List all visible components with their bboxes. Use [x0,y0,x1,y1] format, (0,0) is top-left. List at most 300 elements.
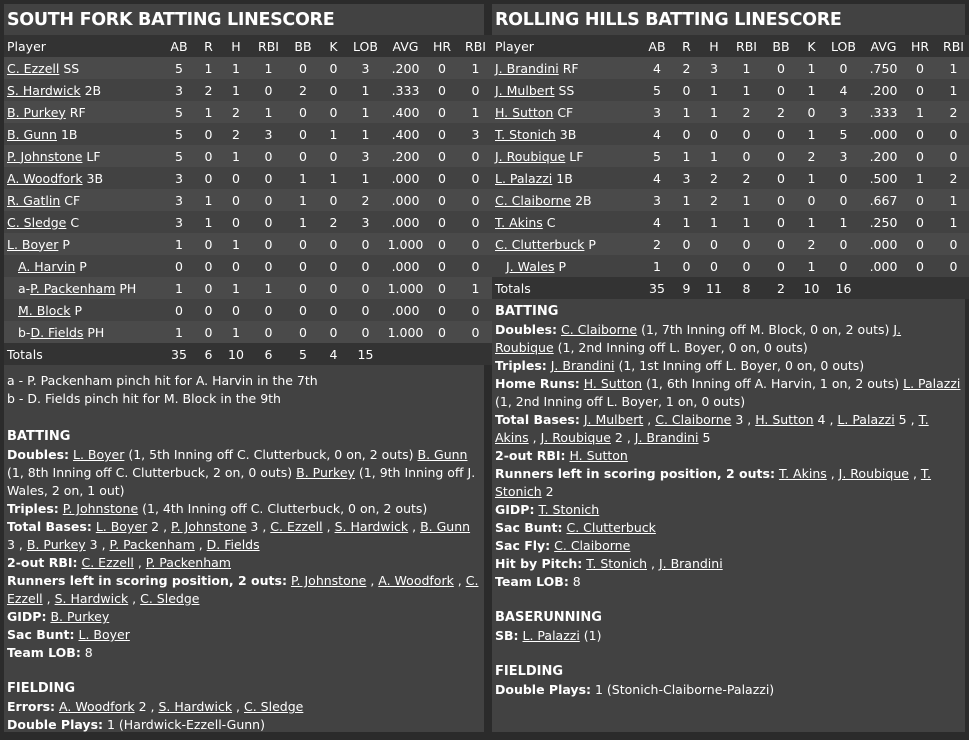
stat-cell: 1 [471,104,480,120]
player-link[interactable]: P. Johnstone [62,501,139,516]
table-row [4,255,494,277]
stat-cell: 2 [807,236,816,252]
stat-cell: 0 [916,236,924,252]
player-link[interactable]: J. Wales [506,258,555,274]
stat-cell: .000 [869,236,898,252]
player-link[interactable]: P. Packenham [30,280,116,296]
stat-line: SB: L. Palazzi (1) [495,628,602,643]
stat-line: Team LOB: 8 [495,574,581,589]
player-link[interactable]: C. Claiborne [561,322,638,337]
stat-cell: 2 [742,104,751,120]
player-cell [4,321,162,343]
stat-cell: 1 [807,82,816,98]
stat-cell: 0 [807,192,816,208]
stat-cell: 0 [438,170,446,186]
stat-cell: 0 [329,82,338,98]
stat-cell: 0 [471,236,480,252]
player-link[interactable]: B. Purkey [26,537,86,552]
stat-cell: .000 [391,214,420,230]
stat-cell: 0 [299,148,307,164]
stat-line: Double Plays: 1 (Hardwick-Ezzell-Gunn) [7,717,265,732]
stat-cell: 0 [299,236,307,252]
player-cell [4,145,162,167]
stat-cell: 0 [710,126,718,142]
player-link[interactable]: C. Claiborne [655,412,732,427]
stat-cell: 1 [682,214,691,230]
stat-cell: 0 [232,214,240,230]
stat-cell: 0 [329,192,338,208]
stat-cell: 3 [839,104,848,120]
player-link[interactable]: P. Packenham [109,537,195,552]
stat-cell: 0 [299,258,307,274]
stat-cell: 0 [682,82,691,98]
stat-cell: 1 [949,82,958,98]
player-position: P [70,302,83,318]
table-row [492,79,969,101]
stat-cell: 0 [204,170,213,186]
stat-label: Total Bases: [7,519,92,534]
sub-prefix: a- [18,280,31,296]
stat-cell: 0 [299,60,307,76]
stat-cell: 1 [742,192,751,208]
table-row [4,189,494,211]
player-link[interactable]: T. Stonich [586,556,648,571]
stat-cell: 2 [232,126,240,142]
stats-section [4,680,484,734]
player-link[interactable]: C. Claiborne [495,192,572,208]
player-link[interactable]: B. Purkey [7,104,66,120]
player-link[interactable]: H. Sutton [569,448,628,463]
player-link[interactable]: T. Stonich [495,126,556,142]
player-link[interactable]: P. Johnstone [7,148,83,164]
player-link[interactable]: S. Hardwick [334,519,409,534]
stat-cell: 0 [232,192,240,208]
stat-cell: 0 [264,258,273,274]
player-position: SS [554,82,575,98]
player-link[interactable]: A. Woodfork [378,573,454,588]
player-link[interactable]: L. Palazzi [837,412,895,427]
stat-label: Runners left in scoring position, 2 outs: [7,573,287,588]
column-header: RBI [258,38,279,54]
stat-cell: 1 [232,148,240,164]
table-row [492,145,969,167]
stat-cell: 0 [471,214,480,230]
stat-cell: 0 [438,148,446,164]
stat-cell: .200 [391,148,420,164]
column-header: AVG [392,38,419,54]
stat-cell: 0 [777,148,785,164]
player-link[interactable]: B. Gunn [7,126,57,142]
stat-cell: 0 [329,324,338,340]
player-link[interactable]: C. Claiborne [554,538,631,553]
player-link[interactable]: L. Palazzi [495,170,553,186]
stat-cell: 0 [299,302,307,318]
player-link[interactable]: S. Hardwick [158,699,233,714]
stat-cell: 1 [264,280,273,296]
player-cell [4,211,162,233]
stat-label: Sac Bunt: [495,520,563,535]
stat-cell: 0 [777,170,785,186]
stat-line: Runners left in scoring position, 2 outs: T. Akins , J. Roubique , T. Stonich 2 [495,466,932,499]
stat-cell: 1 [329,170,338,186]
column-header: R [682,38,691,54]
player-cell [492,123,640,145]
player-link[interactable]: A. Harvin [18,258,76,274]
stat-cell: 35 [171,346,187,362]
stat-cell: 35 [649,280,665,296]
stat-cell [862,277,905,299]
player-position: P [554,258,567,274]
player-link[interactable]: C. Sledge [140,591,200,606]
stat-cell: 0 [329,302,338,318]
column-header: HR [432,38,452,54]
stat-cell: 1 [682,192,691,208]
stat-cell: 0 [742,236,751,252]
player-link[interactable]: S. Hardwick [7,82,81,98]
stat-cell: 10 [228,346,244,362]
player-cell [492,167,640,189]
stat-cell: 6 [264,346,273,362]
stat-cell: 0 [807,104,816,120]
column-header: AB [648,38,666,54]
stat-cell: 0 [916,192,924,208]
stat-cell: 0 [264,148,273,164]
south-fork-panel [4,4,484,732]
player-position: RF [65,104,86,120]
stat-label: GIDP: [7,609,47,624]
player-link[interactable]: T. Akins [778,466,827,481]
stat-cell: 3 [175,192,183,208]
stat-cell: 2 [361,192,370,208]
player-link[interactable]: J. Brandini [550,358,615,373]
stat-cell: 5 [175,60,183,76]
player-link[interactable]: R. Gatlin [7,192,61,208]
stat-cell: 5 [839,126,848,142]
player-link[interactable]: C. Sledge [7,214,67,230]
player-link[interactable]: H. Sutton [495,104,554,120]
pinch-notes [4,365,484,408]
player-link[interactable]: J. Brandini [634,430,699,445]
player-link[interactable]: H. Sutton [583,376,643,391]
stat-line: Hit by Pitch: T. Stonich , J. Brandini [495,556,723,571]
table-row [4,167,494,189]
stat-cell: 1 [949,214,958,230]
stat-cell: 1 [710,148,718,164]
stat-line [495,537,962,555]
stat-cell: 0 [777,236,785,252]
stat-cell: 0 [299,280,307,296]
player-link[interactable]: P. Johnstone [290,573,367,588]
player-position: P [75,258,87,274]
stat-cell: 0 [361,236,370,252]
player-link[interactable]: T. Akins [495,412,929,445]
player-position: CF [553,104,574,120]
stat-cell: 1 [742,214,751,230]
column-header: RBI [943,38,964,54]
stat-cell: 0 [204,126,213,142]
stat-cell: 0 [264,192,273,208]
player-position: C [66,214,80,230]
stat-cell: 0 [361,302,370,318]
stat-cell: 0 [471,148,480,164]
player-cell [492,189,640,211]
player-link[interactable]: J. Mulbert [495,82,555,98]
player-link[interactable]: T. Akins [495,214,543,230]
player-link[interactable]: L. Boyer [78,627,130,642]
stat-label: Errors: [7,699,56,714]
player-link[interactable]: A. Woodfork [59,699,135,714]
stat-cell: .200 [869,82,898,98]
stat-label: Double Plays: [7,717,104,732]
stat-cell: 5 [653,148,661,164]
stat-cell [427,343,457,365]
header-row [492,35,969,57]
stat-cell: 0 [949,236,958,252]
stat-cell: 0 [329,104,338,120]
stat-cell: 0 [438,214,446,230]
stat-cell: .000 [391,170,420,186]
stat-cell: 3 [361,60,370,76]
stat-cell: 1 [682,148,691,164]
player-cell [4,79,162,101]
stat-cell: 0 [682,236,691,252]
stat-cell: 0 [839,258,848,274]
player-position: LF [82,148,101,164]
stat-cell: 0 [471,82,480,98]
stat-cell: 0 [204,302,213,318]
stat-cell: 0 [299,126,307,142]
stat-cell: 8 [742,280,751,296]
stat-cell: 0 [264,214,273,230]
stat-cell: 0 [175,302,183,318]
player-link[interactable]: P. Johnstone [171,519,247,534]
stat-line: Runners left in scoring position, 2 outs: P. Johnstone , A. Woodfork , C. Ezzell , S. Hardwick , C. Sledge [7,573,479,606]
stat-cell: 1 [807,60,816,76]
player-position: PH [83,324,105,340]
stat-cell: 5 [175,104,183,120]
stat-cell: 0 [777,82,785,98]
player-link[interactable]: B. Gunn [420,519,471,534]
column-header: Player [7,38,46,54]
section-heading: FIELDING [7,681,76,696]
stat-cell: 0 [471,302,480,318]
player-position: 1B [56,126,78,142]
table-row [4,321,494,343]
stat-cell: 0 [204,324,213,340]
panel-title: SOUTH FORK BATTING LINESCORE [7,10,335,30]
stat-cell: 2 [949,104,958,120]
header-row [4,35,494,57]
player-link[interactable]: M. Block [18,302,71,318]
stat-cell: 0 [329,236,338,252]
batting-table [492,35,969,299]
player-cell [492,57,640,79]
stat-cell: 0 [329,60,338,76]
player-link[interactable]: L. Palazzi [903,376,961,391]
stat-cell: 0 [916,82,924,98]
stat-cell: 5 [175,126,183,142]
column-header: K [807,38,816,54]
stat-cell: 0 [710,258,718,274]
stat-cell: 3 [175,82,183,98]
player-link[interactable]: J. Brandini [495,60,559,76]
player-link[interactable]: C. Clutterbuck [566,520,656,535]
player-cell [492,101,640,123]
stat-cell: 0 [949,148,958,164]
panel-title: ROLLING HILLS BATTING LINESCORE [495,10,842,30]
stat-cell: .000 [391,258,420,274]
column-header: LOB [831,38,856,54]
stat-cell: 1 [361,82,370,98]
stat-label: Doubles: [7,447,70,462]
stat-cell: .333 [391,82,420,98]
stat-cell: 0 [471,258,480,274]
stat-cell: 0 [682,126,691,142]
player-link[interactable]: T. Stonich [495,466,932,499]
player-position: 3B [555,126,577,142]
sub-prefix: b- [18,324,31,340]
note: a - P. Packenham pinch hit for A. Harvin in the 7th [7,373,318,388]
player-cell [492,255,640,277]
player-link[interactable]: D. Fields [206,537,260,552]
stat-cell: 3 [710,60,718,76]
player-link[interactable]: C. Ezzell [7,573,479,606]
player-link[interactable]: J. Roubique [540,430,611,445]
table-row [4,277,494,299]
table-row [492,255,969,277]
player-link[interactable]: H. Sutton [755,412,814,427]
player-link[interactable]: B. Purkey [296,465,355,480]
stat-line: Doubles: C. Claiborne (1, 7th Inning off M. Block, 0 on, 2 outs) J. Roubique (1, 2nd Inning off L. Boyer, 0 on, 0 outs) [495,322,902,355]
stat-cell: 1 [299,170,307,186]
player-link[interactable]: J. Roubique [495,322,902,355]
section-heading: BATTING [7,429,71,444]
player-cell [492,145,640,167]
stat-cell [905,277,935,299]
stat-cell: 1 [949,60,958,76]
stat-cell: 0 [949,126,958,142]
stat-cell: 0 [361,280,370,296]
stat-line: Total Bases: L. Boyer 2 , P. Johnstone 3 , C. Ezzell , S. Hardwick , B. Gunn 3 , B. Purkey 3 , P. Packenham , D. Fields [7,519,471,552]
stat-cell: 1 [839,214,848,230]
stat-cell: 4 [653,214,661,230]
player-link[interactable]: C. Sledge [244,699,304,714]
player-link[interactable]: J. Mulbert [583,412,644,427]
stat-cell: 0 [204,258,213,274]
player-link[interactable]: B. Gunn [417,447,468,462]
player-cell [492,233,640,255]
player-link[interactable]: P. Packenham [145,555,231,570]
stat-cell: 16 [835,280,852,296]
stat-label: Runners left in scoring position, 2 outs: [495,466,775,481]
stat-line: 2-out RBI: C. Ezzell , P. Packenham [7,555,231,570]
stat-cell: 0 [329,148,338,164]
stat-line: Home Runs: H. Sutton (1, 6th Inning off A. Harvin, 1 on, 2 outs) L. Palazzi (1, 2nd Inning off L. Boyer, 1 on, 0 outs) [495,376,961,409]
player-link[interactable]: J. Roubique [838,466,909,481]
player-link[interactable]: L. Palazzi [522,628,580,643]
stat-cell: 0 [949,258,958,274]
stat-cell: 2 [807,148,816,164]
player-link[interactable]: C. Ezzell [81,555,134,570]
stat-label: Sac Bunt: [7,627,75,642]
totals-label: Totals [495,280,531,296]
stat-cell: 2 [653,236,661,252]
stat-cell: 0 [264,82,273,98]
player-link[interactable]: L. Boyer [95,519,148,534]
stat-cell: 11 [706,280,722,296]
player-cell [4,101,162,123]
stat-label: Team LOB: [495,574,569,589]
stat-cell: 0 [232,258,240,274]
stat-cell: 1 [710,214,718,230]
stat-cell: 1.000 [387,236,424,252]
stat-cell: 0 [916,258,924,274]
stat-line: Team LOB: 8 [7,645,93,660]
stat-cell: 3 [839,148,848,164]
player-link[interactable]: J. Brandini [658,556,723,571]
stat-cell: 1 [653,258,661,274]
stat-cell: 0 [299,104,307,120]
player-position: SS [59,60,80,76]
player-link[interactable]: C. Ezzell [270,519,323,534]
stat-cell: 1.000 [387,280,424,296]
stat-cell: 0 [175,258,183,274]
stat-cell: 1 [471,60,480,76]
stat-cell: 1 [264,104,273,120]
player-link[interactable]: C. Ezzell [7,60,60,76]
player-link[interactable]: L. Boyer [7,236,59,252]
stat-cell: 6 [204,346,213,362]
stat-cell: 2 [299,82,307,98]
table-row [4,211,494,233]
stat-cell: .250 [869,214,898,230]
stat-cell: 2 [710,170,718,186]
stat-label: Hit by Pitch: [495,556,583,571]
stat-cell: 3 [175,214,183,230]
stat-cell: 2 [232,104,240,120]
table-row [4,123,494,145]
player-link[interactable]: C. Clutterbuck [495,236,585,252]
player-link[interactable]: T. Stonich [538,502,600,517]
stat-cell: 1 [710,104,718,120]
stat-cell: 4 [839,82,848,98]
stat-cell: 2 [682,60,691,76]
player-cell [4,233,162,255]
stat-cell: 1 [204,214,213,230]
stats-section [492,663,965,699]
stat-cell: 4 [653,170,661,186]
stat-label: Doubles: [495,322,558,337]
player-link[interactable]: S. Hardwick [54,591,129,606]
player-link[interactable]: D. Fields [30,324,84,340]
stat-cell: 1 [471,280,480,296]
stat-cell: 2 [742,170,751,186]
stat-cell: 1 [949,192,958,208]
table-row [4,299,494,321]
stat-cell: 0 [682,258,691,274]
column-header: Player [495,38,534,54]
rolling-hills-panel [492,4,965,732]
stat-cell: 0 [471,170,480,186]
player-link[interactable]: L. Boyer [73,447,125,462]
stat-cell: 0 [916,60,924,76]
stat-cell: .200 [869,148,898,164]
stat-cell: 1 [232,324,240,340]
player-link[interactable]: A. Woodfork [7,170,83,186]
player-link[interactable]: J. Roubique [495,148,566,164]
player-link[interactable]: B. Purkey [50,609,110,624]
stat-label: 2-out RBI: [7,555,78,570]
